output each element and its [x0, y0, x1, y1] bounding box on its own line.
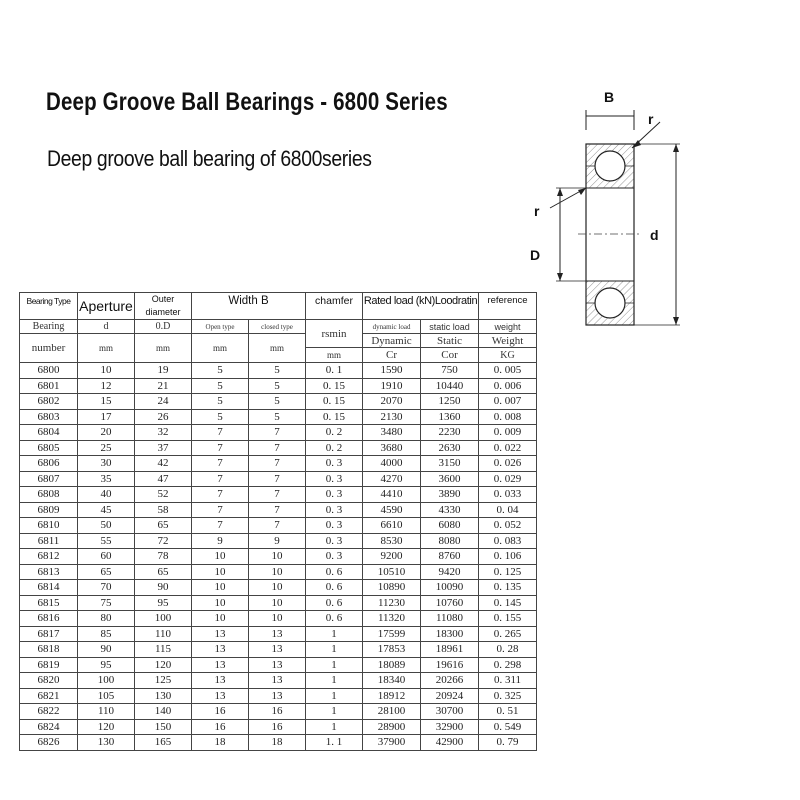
table-cell: 16 — [192, 704, 249, 720]
header-outer-diameter: Outer diameter — [135, 293, 192, 320]
table-cell: 7 — [249, 518, 306, 534]
table-row — [20, 456, 537, 472]
table-cell: 42 — [135, 456, 192, 472]
table-cell: 6809 — [20, 502, 78, 518]
table-cell: 18340 — [363, 673, 421, 689]
table-cell: 10 — [192, 580, 249, 596]
table-cell: 110 — [135, 626, 192, 642]
table-cell: 0. 007 — [479, 394, 537, 410]
table-cell: 17853 — [363, 642, 421, 658]
table-cell: 0. 15 — [306, 378, 363, 394]
header-row-subtitles — [20, 320, 537, 334]
table-cell: 37900 — [363, 735, 421, 751]
table-cell: 10 — [192, 564, 249, 580]
table-cell: 18089 — [363, 657, 421, 673]
table-cell: 7 — [192, 502, 249, 518]
header-bearing: Bearing — [20, 320, 78, 334]
table-cell: 30 — [78, 456, 135, 472]
table-row — [20, 642, 537, 658]
table-cell: 0. 3 — [306, 487, 363, 503]
table-cell: 0. 6 — [306, 564, 363, 580]
table-cell: 6802 — [20, 394, 78, 410]
table-cell: 30700 — [421, 704, 479, 720]
table-row — [20, 502, 537, 518]
table-cell: 110 — [78, 704, 135, 720]
table-cell: 0. 3 — [306, 533, 363, 549]
table-row — [20, 409, 537, 425]
table-cell: 75 — [78, 595, 135, 611]
table-cell: 35 — [78, 471, 135, 487]
table-cell: 5 — [192, 394, 249, 410]
table-cell: 6814 — [20, 580, 78, 596]
table-cell: 0. 026 — [479, 456, 537, 472]
table-cell: 5 — [249, 363, 306, 379]
table-cell: 19616 — [421, 657, 479, 673]
table-cell: 13 — [192, 673, 249, 689]
table-cell: 6811 — [20, 533, 78, 549]
table-cell: 0. 125 — [479, 564, 537, 580]
header-dynamic: Dynamic — [363, 334, 421, 348]
table-cell: 0. 6 — [306, 595, 363, 611]
table-cell: 2230 — [421, 425, 479, 441]
table-cell: 0. 265 — [479, 626, 537, 642]
table-cell: 11320 — [363, 611, 421, 627]
table-cell: 25 — [78, 440, 135, 456]
table-cell: 6808 — [20, 487, 78, 503]
bearing-spec-table — [19, 292, 536, 751]
table-cell: 17 — [78, 409, 135, 425]
table-cell: 1 — [306, 673, 363, 689]
table-cell: 13 — [192, 657, 249, 673]
table-cell: 18 — [192, 735, 249, 751]
table-cell: 60 — [78, 549, 135, 565]
table-cell: 5 — [192, 363, 249, 379]
table-cell: 10 — [249, 564, 306, 580]
label-d: d — [650, 227, 659, 243]
table-cell: 16 — [249, 704, 306, 720]
table-cell: 20266 — [421, 673, 479, 689]
table-cell: 19 — [135, 363, 192, 379]
table-cell: 10 — [192, 549, 249, 565]
table-cell: 6800 — [20, 363, 78, 379]
table-cell: 1 — [306, 688, 363, 704]
table-row — [20, 719, 537, 735]
table-cell: 5 — [192, 409, 249, 425]
table-cell: 10890 — [363, 580, 421, 596]
table-row — [20, 394, 537, 410]
table-cell: 13 — [249, 626, 306, 642]
page-title: Deep Groove Ball Bearings - 6800 Series — [46, 88, 448, 116]
table-cell: 78 — [135, 549, 192, 565]
header-unit-mm-2: mm — [135, 334, 192, 363]
table-cell: 1910 — [363, 378, 421, 394]
table-cell: 0. 6 — [306, 580, 363, 596]
table-cell: 6824 — [20, 719, 78, 735]
table-cell: 150 — [135, 719, 192, 735]
header-unit-mm-5: mm — [306, 348, 363, 363]
table-cell: 6816 — [20, 611, 78, 627]
table-cell: 11080 — [421, 611, 479, 627]
table-row — [20, 688, 537, 704]
table-cell: 17599 — [363, 626, 421, 642]
table-cell: 7 — [249, 425, 306, 441]
table-cell: 10090 — [421, 580, 479, 596]
table-cell: 3150 — [421, 456, 479, 472]
header-number: number — [20, 334, 78, 363]
table-cell: 95 — [78, 657, 135, 673]
header-closed-type: closed type — [249, 320, 306, 334]
table-row — [20, 595, 537, 611]
table-cell: 0. 549 — [479, 719, 537, 735]
table-cell: 16 — [192, 719, 249, 735]
table-cell: 10 — [249, 549, 306, 565]
header-weight: Weight — [479, 334, 537, 348]
header-cor: Cor — [421, 348, 479, 363]
table-cell: 37 — [135, 440, 192, 456]
table-cell: 90 — [135, 580, 192, 596]
table-cell: 16 — [249, 719, 306, 735]
table-cell: 21 — [135, 378, 192, 394]
header-reference: reference — [479, 293, 537, 320]
table-cell: 1590 — [363, 363, 421, 379]
table-cell: 0. 28 — [479, 642, 537, 658]
table-cell: 95 — [135, 595, 192, 611]
table-cell: 8530 — [363, 533, 421, 549]
table-cell: 0. 006 — [479, 378, 537, 394]
table-cell: 18 — [249, 735, 306, 751]
table-cell: 0. 6 — [306, 611, 363, 627]
table-cell: 0. 005 — [479, 363, 537, 379]
table-cell: 6803 — [20, 409, 78, 425]
table-cell: 0. 083 — [479, 533, 537, 549]
table-row — [20, 487, 537, 503]
table-row — [20, 626, 537, 642]
table-cell: 3680 — [363, 440, 421, 456]
table-row — [20, 735, 537, 751]
table-row — [20, 533, 537, 549]
table-cell: 15 — [78, 394, 135, 410]
table-cell: 0. 3 — [306, 471, 363, 487]
table-cell: 13 — [249, 657, 306, 673]
table-cell: 0. 1 — [306, 363, 363, 379]
table-cell: 6821 — [20, 688, 78, 704]
table-cell: 10 — [249, 611, 306, 627]
table-cell: 65 — [78, 564, 135, 580]
table-cell: 20924 — [421, 688, 479, 704]
table-row — [20, 673, 537, 689]
header-kg: KG — [479, 348, 537, 363]
table-cell: 65 — [135, 564, 192, 580]
table-cell: 50 — [78, 518, 135, 534]
table-cell: 0. 052 — [479, 518, 537, 534]
table-row — [20, 657, 537, 673]
table-cell: 45 — [78, 502, 135, 518]
table-cell: 80 — [78, 611, 135, 627]
table-cell: 7 — [249, 502, 306, 518]
table-row — [20, 425, 537, 441]
header-row-titles — [20, 293, 537, 320]
table-body — [20, 363, 537, 751]
table-cell: 13 — [192, 642, 249, 658]
table-cell: 18300 — [421, 626, 479, 642]
table-cell: 10 — [249, 580, 306, 596]
table-cell: 0. 2 — [306, 440, 363, 456]
header-open-type: Open type — [192, 320, 249, 334]
table-cell: 11230 — [363, 595, 421, 611]
table-cell: 100 — [78, 673, 135, 689]
table-cell: 90 — [78, 642, 135, 658]
table-cell: 6080 — [421, 518, 479, 534]
table-cell: 40 — [78, 487, 135, 503]
table-row — [20, 549, 537, 565]
table-cell: 6801 — [20, 378, 78, 394]
table-cell: 26 — [135, 409, 192, 425]
table-cell: 28100 — [363, 704, 421, 720]
table-cell: 42900 — [421, 735, 479, 751]
table-cell: 750 — [421, 363, 479, 379]
table-cell: 13 — [192, 688, 249, 704]
table-cell: 0. 029 — [479, 471, 537, 487]
table-cell: 70 — [78, 580, 135, 596]
table-cell: 0. 022 — [479, 440, 537, 456]
table-row — [20, 440, 537, 456]
page-subtitle: Deep groove ball bearing of 6800series — [47, 146, 372, 171]
table-cell: 32900 — [421, 719, 479, 735]
table-cell: 105 — [78, 688, 135, 704]
table-cell: 32 — [135, 425, 192, 441]
table-cell: 125 — [135, 673, 192, 689]
table-row — [20, 611, 537, 627]
table-cell: 4330 — [421, 502, 479, 518]
table-cell: 72 — [135, 533, 192, 549]
table-cell: 9 — [192, 533, 249, 549]
table-cell: 0. 106 — [479, 549, 537, 565]
table-cell: 2130 — [363, 409, 421, 425]
table-cell: 0. 51 — [479, 704, 537, 720]
table-cell: 1 — [306, 657, 363, 673]
table-cell: 6812 — [20, 549, 78, 565]
table-cell: 10 — [192, 595, 249, 611]
table-cell: 6813 — [20, 564, 78, 580]
table-cell: 0. 145 — [479, 595, 537, 611]
table-cell: 13 — [249, 673, 306, 689]
table-cell: 0. 3 — [306, 518, 363, 534]
table-cell: 10510 — [363, 564, 421, 580]
table-cell: 7 — [192, 471, 249, 487]
table-cell: 6818 — [20, 642, 78, 658]
table-cell: 120 — [135, 657, 192, 673]
table-cell: 2630 — [421, 440, 479, 456]
table-row — [20, 378, 537, 394]
table-cell: 9200 — [363, 549, 421, 565]
table-cell: 1 — [306, 626, 363, 642]
table-cell: 0. 15 — [306, 394, 363, 410]
table-cell: 5 — [249, 394, 306, 410]
header-aperture: Aperture — [78, 293, 135, 320]
table-cell: 5 — [249, 409, 306, 425]
table-cell: 18912 — [363, 688, 421, 704]
table-cell: 4590 — [363, 502, 421, 518]
table-cell: 58 — [135, 502, 192, 518]
table-cell: 140 — [135, 704, 192, 720]
table-cell: 6610 — [363, 518, 421, 534]
label-B: B — [604, 89, 615, 105]
table-cell: 7 — [249, 471, 306, 487]
table-cell: 0. 79 — [479, 735, 537, 751]
header-bearing-type: Bearing Type — [20, 293, 78, 320]
table-cell: 1. 1 — [306, 735, 363, 751]
header-static-load: static load — [421, 320, 479, 334]
table-cell: 4270 — [363, 471, 421, 487]
header-unit-mm-1: mm — [78, 334, 135, 363]
table-cell: 47 — [135, 471, 192, 487]
table-row — [20, 564, 537, 580]
header-aperture-d: d — [78, 320, 135, 334]
table-row — [20, 363, 537, 379]
header-chamfer: chamfer — [306, 293, 363, 320]
bearing-cross-section-diagram — [520, 80, 700, 340]
table-cell: 3480 — [363, 425, 421, 441]
table-row — [20, 471, 537, 487]
table-cell: 6806 — [20, 456, 78, 472]
table-cell: 0. 2 — [306, 425, 363, 441]
table-cell: 6810 — [20, 518, 78, 534]
table-cell: 165 — [135, 735, 192, 751]
table-row — [20, 704, 537, 720]
table-cell: 9420 — [421, 564, 479, 580]
table-cell: 6822 — [20, 704, 78, 720]
table-cell: 6804 — [20, 425, 78, 441]
table-cell: 130 — [135, 688, 192, 704]
table-cell: 1 — [306, 642, 363, 658]
table-cell: 0. 15 — [306, 409, 363, 425]
table-cell: 9 — [249, 533, 306, 549]
table-cell: 52 — [135, 487, 192, 503]
table-cell: 13 — [249, 688, 306, 704]
table-cell: 7 — [192, 487, 249, 503]
table-cell: 10760 — [421, 595, 479, 611]
table-cell: 65 — [135, 518, 192, 534]
table-cell: 0. 008 — [479, 409, 537, 425]
table-cell: 85 — [78, 626, 135, 642]
table-cell: 20 — [78, 425, 135, 441]
table-cell: 0. 155 — [479, 611, 537, 627]
table-cell: 6820 — [20, 673, 78, 689]
table-cell: 18961 — [421, 642, 479, 658]
header-unit-mm-4: mm — [249, 334, 306, 363]
table-cell: 0. 3 — [306, 549, 363, 565]
table-cell: 10440 — [421, 378, 479, 394]
table-cell: 130 — [78, 735, 135, 751]
header-weight-lower: weight — [479, 320, 537, 334]
table-cell: 5 — [249, 378, 306, 394]
table-row — [20, 518, 537, 534]
table-cell: 115 — [135, 642, 192, 658]
label-r-left: r — [534, 203, 540, 219]
table-cell: 0. 311 — [479, 673, 537, 689]
table-cell: 3600 — [421, 471, 479, 487]
table-cell: 4410 — [363, 487, 421, 503]
table-cell: 7 — [249, 487, 306, 503]
table-cell: 6815 — [20, 595, 78, 611]
header-unit-mm-3: mm — [192, 334, 249, 363]
table-cell: 1 — [306, 704, 363, 720]
table-cell: 3890 — [421, 487, 479, 503]
table-cell: 0. 3 — [306, 456, 363, 472]
header-dynamic-load: dynamic load — [363, 320, 421, 334]
table-cell: 2070 — [363, 394, 421, 410]
table-cell: 4000 — [363, 456, 421, 472]
table-cell: 55 — [78, 533, 135, 549]
table-cell: 5 — [192, 378, 249, 394]
table-cell: 0. 009 — [479, 425, 537, 441]
label-r-top: r — [648, 111, 654, 127]
table-cell: 6805 — [20, 440, 78, 456]
table-cell: 7 — [249, 440, 306, 456]
table-cell: 100 — [135, 611, 192, 627]
header-static: Static — [421, 334, 479, 348]
table-cell: 0. 135 — [479, 580, 537, 596]
table-cell: 1250 — [421, 394, 479, 410]
header-rated-load: Rated load (kN)Loodratin — [363, 293, 479, 320]
table-cell: 12 — [78, 378, 135, 394]
table-cell: 7 — [192, 456, 249, 472]
table-cell: 8760 — [421, 549, 479, 565]
table-cell: 0. 298 — [479, 657, 537, 673]
table-cell: 7 — [249, 456, 306, 472]
table-cell: 120 — [78, 719, 135, 735]
table-cell: 0. 325 — [479, 688, 537, 704]
table-cell: 6807 — [20, 471, 78, 487]
table-cell: 6819 — [20, 657, 78, 673]
table-cell: 0. 3 — [306, 502, 363, 518]
table-cell: 10 — [249, 595, 306, 611]
header-width-b: Width B — [192, 293, 306, 320]
header-od: 0.D — [135, 320, 192, 334]
table-cell: 7 — [192, 425, 249, 441]
table-cell: 7 — [192, 518, 249, 534]
table-cell: 8080 — [421, 533, 479, 549]
table-cell: 0. 04 — [479, 502, 537, 518]
table-row — [20, 580, 537, 596]
table-cell: 7 — [192, 440, 249, 456]
table-cell: 10 — [78, 363, 135, 379]
table-cell: 28900 — [363, 719, 421, 735]
header-row-names — [20, 334, 537, 348]
table-cell: 13 — [192, 626, 249, 642]
table-cell: 1 — [306, 719, 363, 735]
label-D: D — [530, 247, 541, 263]
table-cell: 0. 033 — [479, 487, 537, 503]
table-cell: 10 — [192, 611, 249, 627]
table-cell: 6817 — [20, 626, 78, 642]
header-rsmin: rsmin — [306, 320, 363, 348]
table-cell: 24 — [135, 394, 192, 410]
table-cell: 13 — [249, 642, 306, 658]
header-cr: Cr — [363, 348, 421, 363]
table-cell: 6826 — [20, 735, 78, 751]
table-cell: 1360 — [421, 409, 479, 425]
